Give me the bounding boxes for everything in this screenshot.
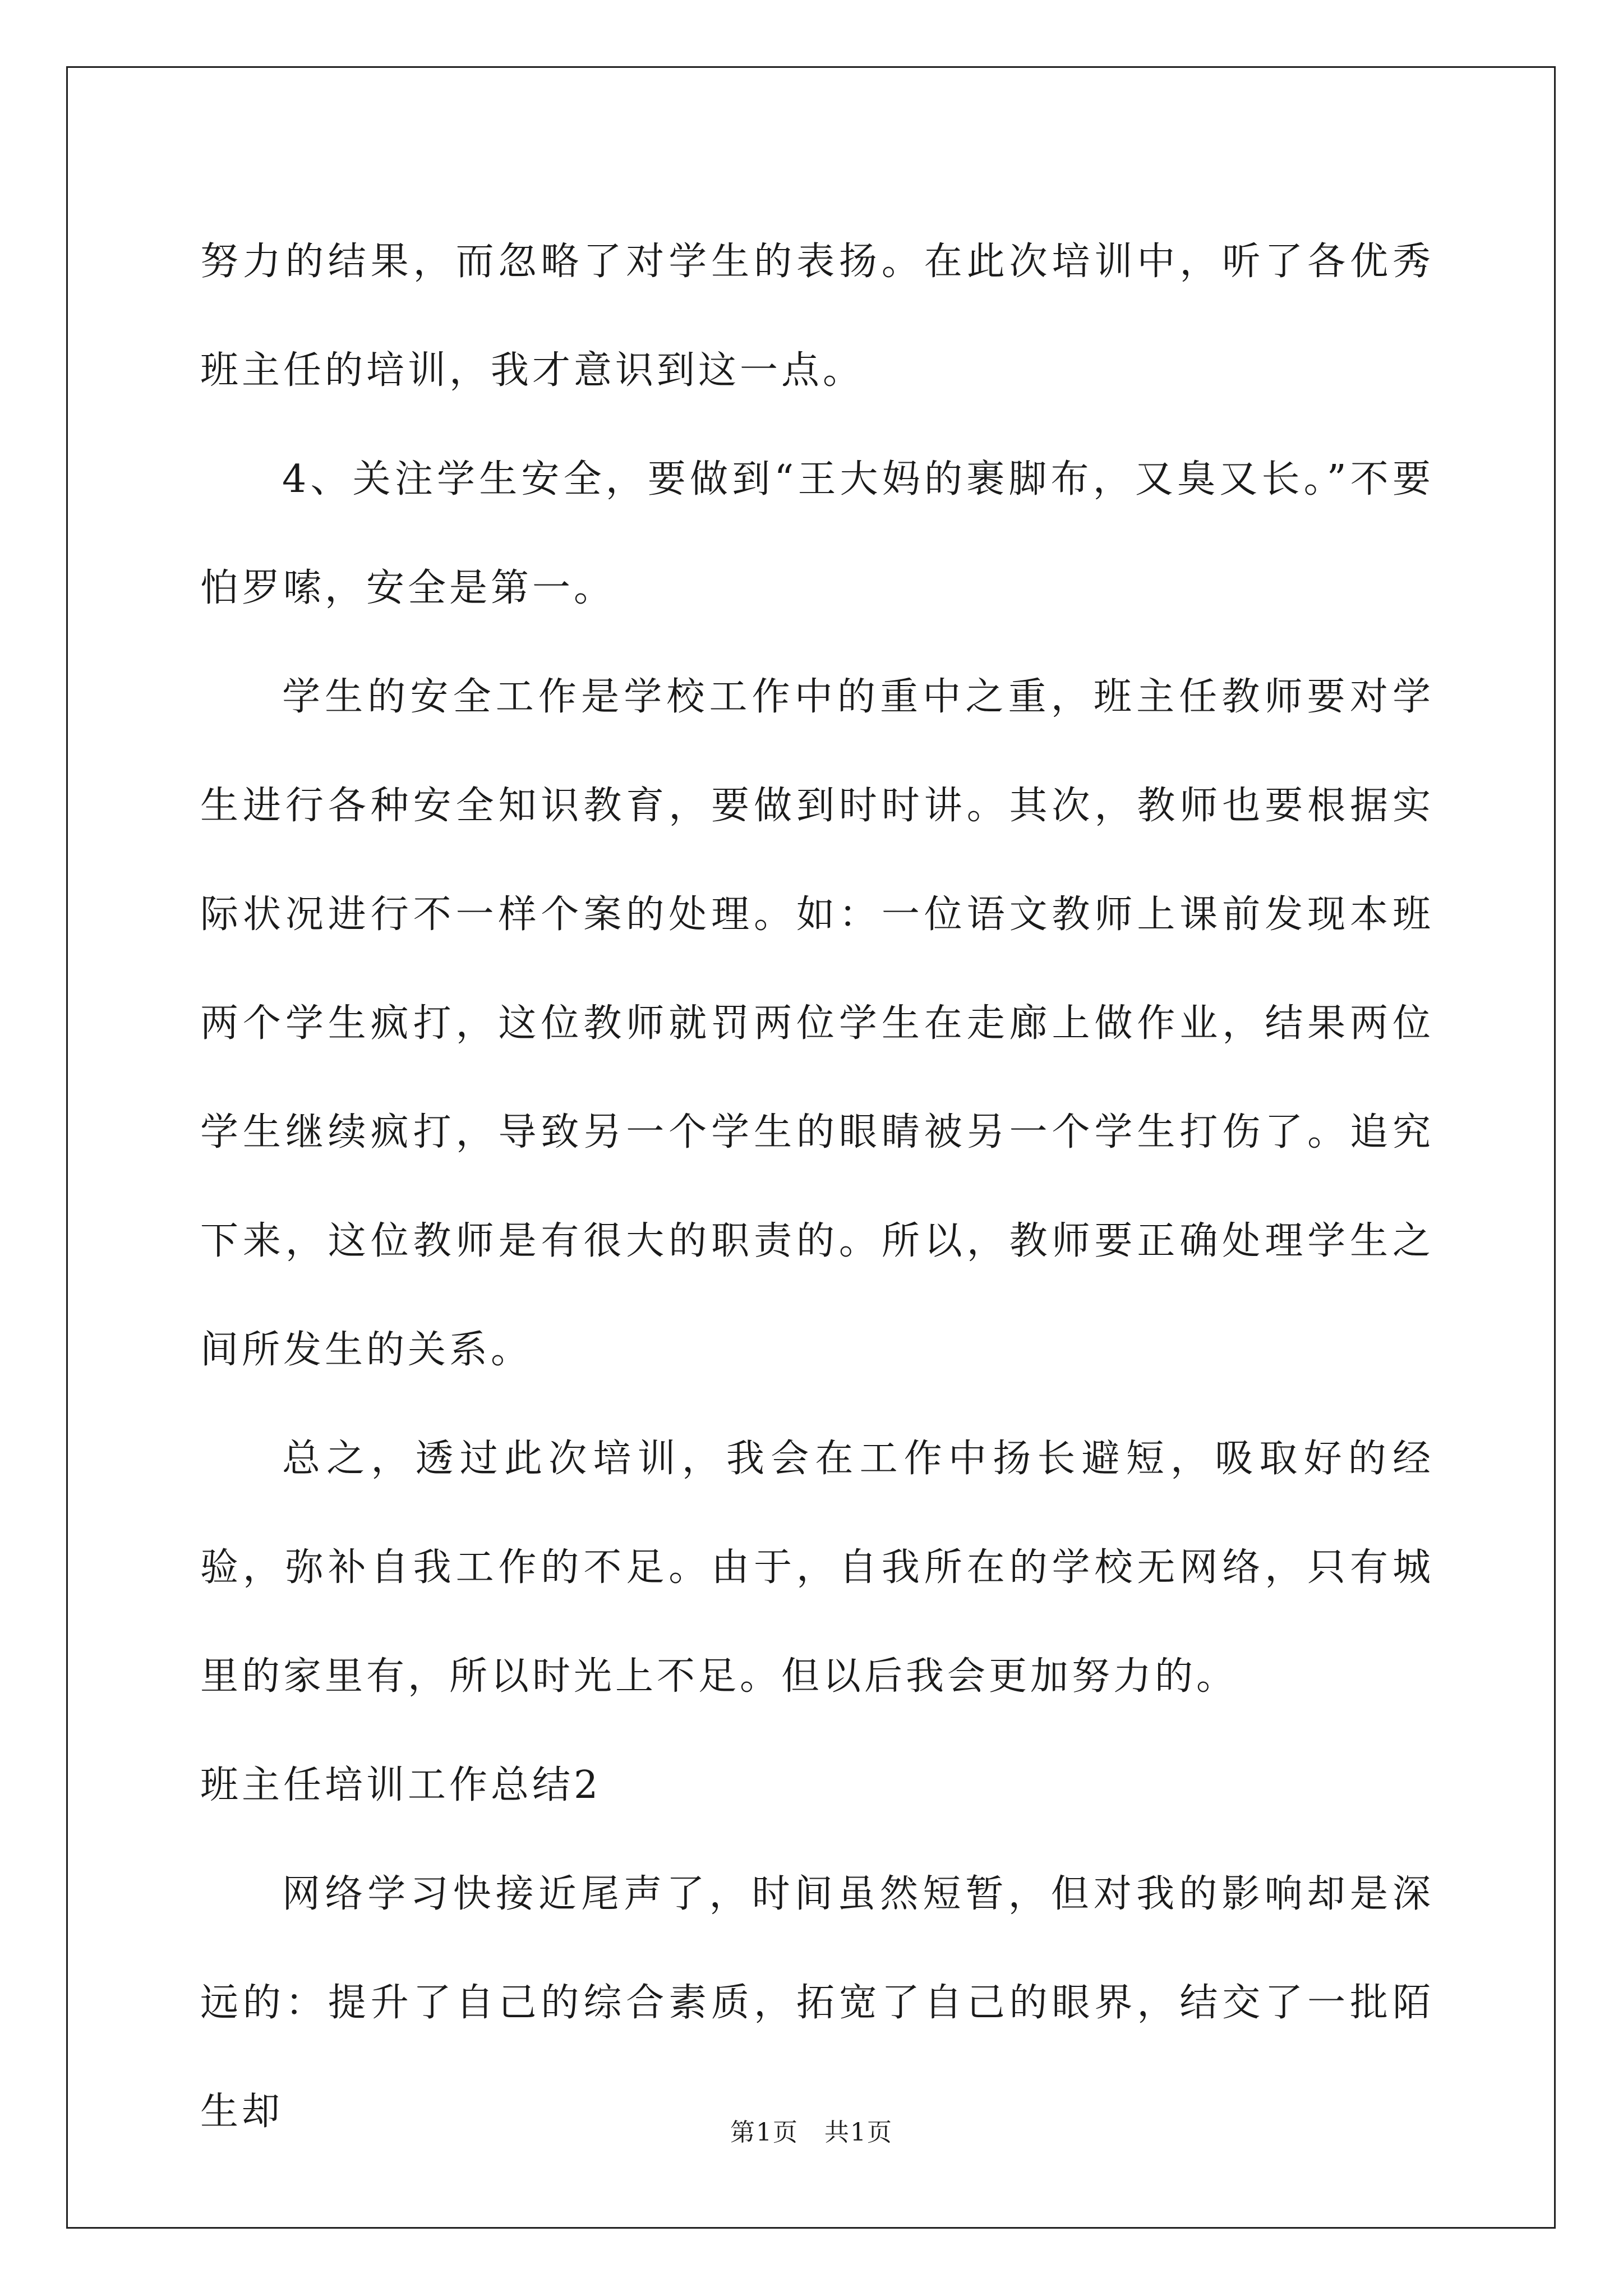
paragraph-4: 总之，透过此次培训，我会在工作中扬长避短，吸取好的经验，弥补自我工作的不足。由于，自我所在的学校无网络，只有城里的家里有，所以时光上不足。但以后我会更加努力的。 xyxy=(200,1437,1434,1699)
paragraph-5: 网络学习快接近尾声了，时间虽然短暂，但对我的影响却是深远的：提升了自己的综合素质，拓宽了自己的眼界，结交了一批陌生却 xyxy=(200,1872,1434,2134)
paragraph-2: 4、关注学生安全，要做到“王大妈的裹脚布，又臭又长。”不要怕罗嗦，安全是第一。 xyxy=(200,457,1434,610)
paragraph-1: 努力的结果，而忽略了对学生的表扬。在此次培训中，听了各优秀班主任的培训，我才意识到这一点。 xyxy=(200,240,1434,393)
document-body xyxy=(200,208,1434,2166)
page-footer: 第1页 共1页 xyxy=(730,2118,893,2147)
section-title: 班主任培训工作总结2 xyxy=(200,1763,602,1807)
paragraph-3: 学生的安全工作是学校工作中的重中之重，班主任教师要对学生进行各种安全知识教育，要做到时时讲。其次，教师也要根据实际状况进行不一样个案的处理。如：一位语文教师上课前发现本班两个学生疯打，这位教师就罚两位学生在走廊上做作业，结果两位学生继续疯打，导致另一个学生的眼睛被另一个学生打伤了。追究下来，这位教师是有很大的职责的。所以，教师要正确处理学生之间所发生的关系。 xyxy=(200,675,1434,1372)
